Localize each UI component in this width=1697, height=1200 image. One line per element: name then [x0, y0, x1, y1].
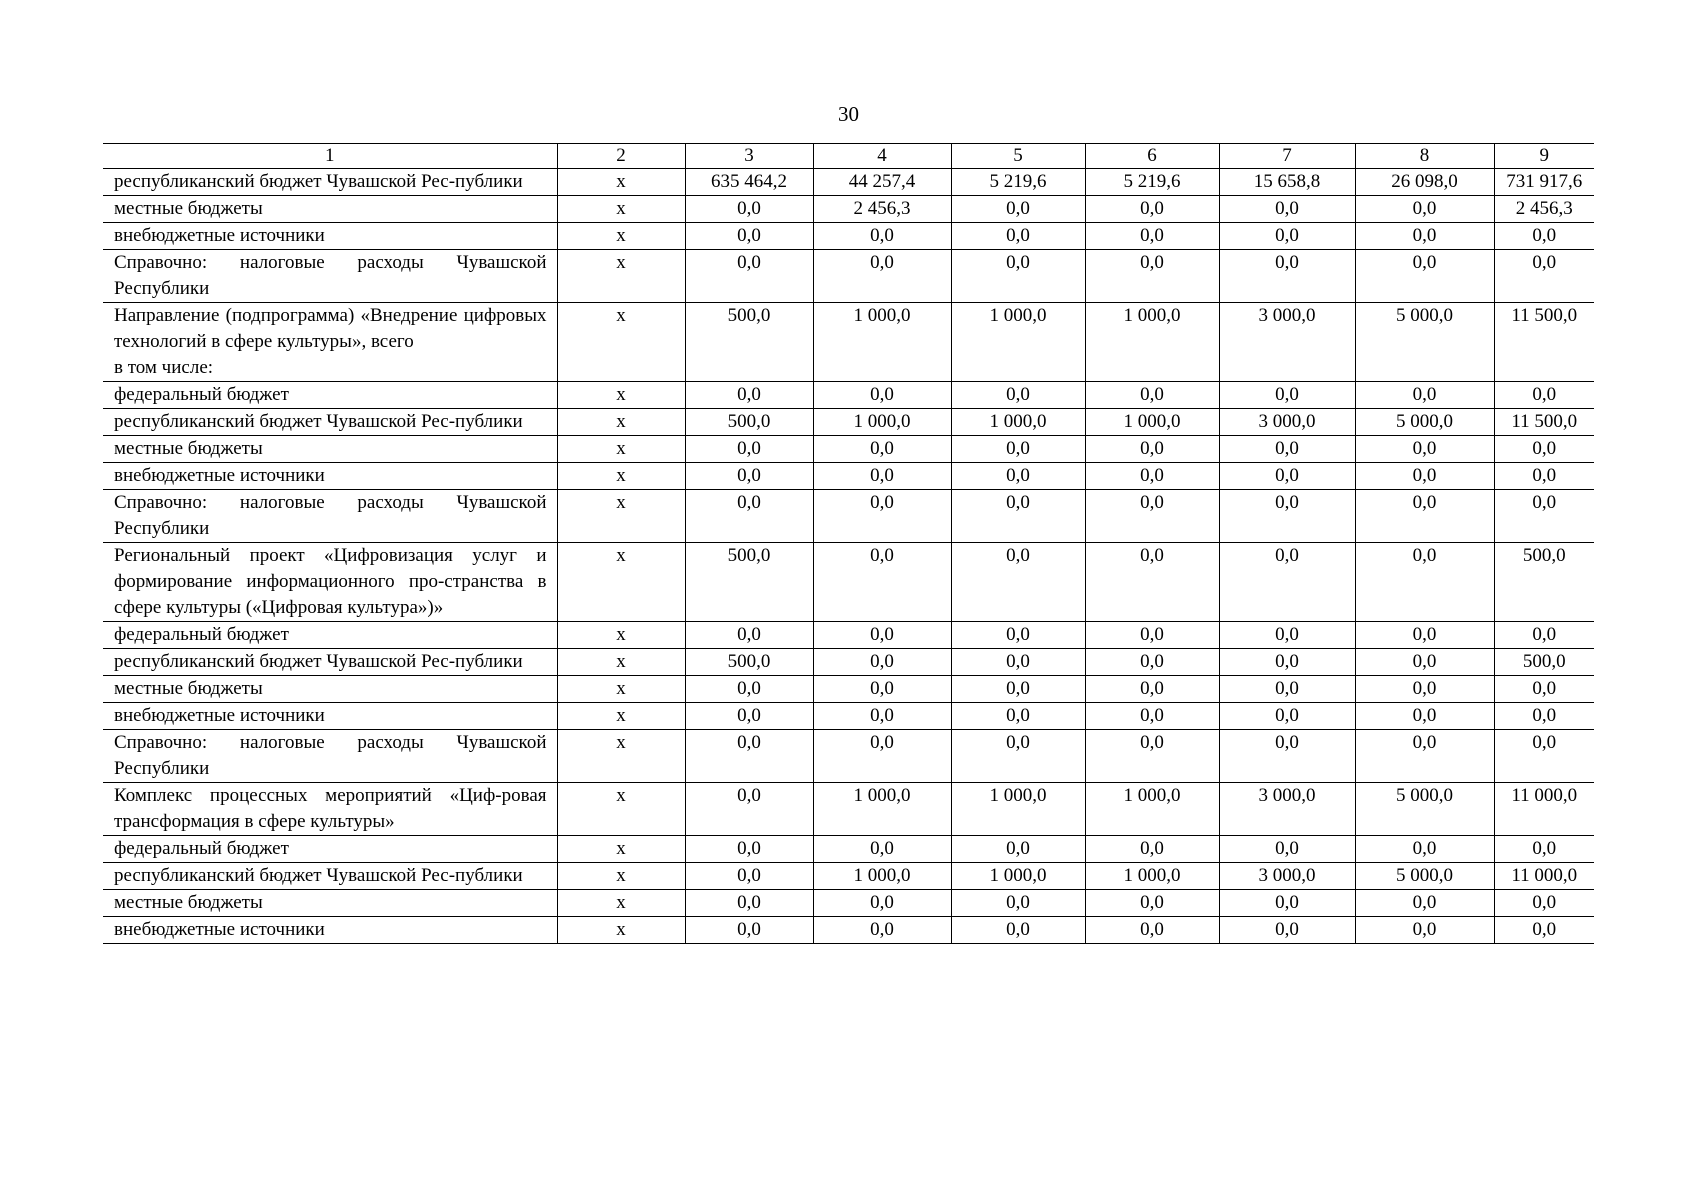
value-cell: 0,0	[951, 196, 1085, 223]
row-label: местные бюджеты	[103, 436, 557, 463]
value-cell: 0,0	[1355, 543, 1494, 622]
value-cell: 0,0	[951, 382, 1085, 409]
value-cell: 0,0	[1494, 622, 1594, 649]
column-header: 7	[1219, 144, 1355, 169]
value-cell: 0,0	[951, 676, 1085, 703]
table-row	[103, 490, 1594, 543]
value-cell: 3 000,0	[1219, 409, 1355, 436]
value-cell: 0,0	[951, 543, 1085, 622]
value-cell: 11 500,0	[1494, 303, 1594, 382]
value-cell: 0,0	[1219, 917, 1355, 944]
value-cell: 0,0	[1355, 382, 1494, 409]
value-cell: 5 000,0	[1355, 409, 1494, 436]
value-cell: 0,0	[1219, 836, 1355, 863]
value-cell: 0,0	[1085, 730, 1219, 783]
value-cell: 0,0	[1355, 649, 1494, 676]
table-row	[103, 436, 1594, 463]
value-cell: 11 000,0	[1494, 863, 1594, 890]
value-cell: 0,0	[813, 490, 951, 543]
code-cell: x	[557, 703, 685, 730]
table-body	[103, 144, 1594, 944]
value-cell: 0,0	[813, 649, 951, 676]
table-row	[103, 836, 1594, 863]
value-cell: 0,0	[1219, 463, 1355, 490]
value-cell: 26 098,0	[1355, 169, 1494, 196]
value-cell: 0,0	[813, 436, 951, 463]
table-row	[103, 622, 1594, 649]
value-cell: 0,0	[951, 622, 1085, 649]
value-cell: 1 000,0	[1085, 409, 1219, 436]
value-cell: 2 456,3	[1494, 196, 1594, 223]
table-row	[103, 783, 1594, 836]
code-cell: x	[557, 917, 685, 944]
table-row	[103, 196, 1594, 223]
code-cell: x	[557, 890, 685, 917]
value-cell: 1 000,0	[813, 783, 951, 836]
value-cell: 0,0	[1355, 463, 1494, 490]
value-cell: 0,0	[1085, 676, 1219, 703]
table-row	[103, 250, 1594, 303]
row-label: Справочно: налоговые расходы Чувашской Республики	[103, 490, 557, 543]
value-cell: 0,0	[1494, 382, 1594, 409]
column-header: 2	[557, 144, 685, 169]
value-cell: 0,0	[1494, 730, 1594, 783]
value-cell: 500,0	[1494, 543, 1594, 622]
value-cell: 0,0	[1494, 836, 1594, 863]
value-cell: 0,0	[951, 890, 1085, 917]
value-cell: 0,0	[1219, 250, 1355, 303]
code-cell: x	[557, 863, 685, 890]
code-cell: x	[557, 382, 685, 409]
value-cell: 44 257,4	[813, 169, 951, 196]
value-cell: 0,0	[1085, 622, 1219, 649]
value-cell: 0,0	[951, 223, 1085, 250]
row-label: федеральный бюджет	[103, 382, 557, 409]
code-cell: x	[557, 196, 685, 223]
value-cell: 0,0	[1355, 703, 1494, 730]
value-cell: 0,0	[813, 543, 951, 622]
table-row	[103, 463, 1594, 490]
value-cell: 0,0	[1355, 890, 1494, 917]
value-cell: 0,0	[1085, 463, 1219, 490]
value-cell: 5 219,6	[1085, 169, 1219, 196]
value-cell: 0,0	[813, 250, 951, 303]
value-cell: 0,0	[1219, 436, 1355, 463]
value-cell: 0,0	[1085, 917, 1219, 944]
value-cell: 1 000,0	[813, 409, 951, 436]
code-cell: x	[557, 409, 685, 436]
value-cell: 1 000,0	[813, 863, 951, 890]
value-cell: 0,0	[1219, 490, 1355, 543]
value-cell: 0,0	[1085, 490, 1219, 543]
value-cell: 0,0	[1494, 250, 1594, 303]
value-cell: 0,0	[813, 223, 951, 250]
page-number: 30	[838, 102, 859, 126]
budget-table	[103, 143, 1594, 944]
value-cell: 0,0	[813, 676, 951, 703]
table-row	[103, 863, 1594, 890]
value-cell: 0,0	[1219, 223, 1355, 250]
code-cell: x	[557, 436, 685, 463]
value-cell: 0,0	[813, 730, 951, 783]
value-cell: 0,0	[1494, 223, 1594, 250]
value-cell: 731 917,6	[1494, 169, 1594, 196]
value-cell: 5 000,0	[1355, 303, 1494, 382]
table-row	[103, 303, 1594, 382]
value-cell: 15 658,8	[1219, 169, 1355, 196]
code-cell: x	[557, 169, 685, 196]
column-header: 8	[1355, 144, 1494, 169]
value-cell: 0,0	[1085, 382, 1219, 409]
value-cell: 0,0	[685, 436, 813, 463]
row-label: местные бюджеты	[103, 196, 557, 223]
value-cell: 0,0	[813, 382, 951, 409]
value-cell: 0,0	[1085, 543, 1219, 622]
value-cell: 0,0	[1494, 490, 1594, 543]
code-cell: x	[557, 622, 685, 649]
value-cell: 0,0	[1355, 490, 1494, 543]
value-cell: 0,0	[685, 730, 813, 783]
value-cell: 0,0	[951, 649, 1085, 676]
code-cell: x	[557, 783, 685, 836]
row-label: республиканский бюджет Чувашской Рес-публики	[103, 649, 557, 676]
code-cell: x	[557, 676, 685, 703]
value-cell: 0,0	[685, 250, 813, 303]
value-cell: 0,0	[1219, 196, 1355, 223]
value-cell: 0,0	[1219, 382, 1355, 409]
value-cell: 0,0	[685, 490, 813, 543]
value-cell: 0,0	[1494, 703, 1594, 730]
value-cell: 3 000,0	[1219, 783, 1355, 836]
value-cell: 0,0	[951, 730, 1085, 783]
table-row	[103, 543, 1594, 622]
value-cell: 3 000,0	[1219, 303, 1355, 382]
row-label: внебюджетные источники	[103, 703, 557, 730]
value-cell: 500,0	[685, 543, 813, 622]
value-cell: 0,0	[685, 890, 813, 917]
table-row	[103, 169, 1594, 196]
value-cell: 500,0	[685, 409, 813, 436]
value-cell: 1 000,0	[951, 783, 1085, 836]
value-cell: 0,0	[685, 382, 813, 409]
value-cell: 0,0	[1355, 622, 1494, 649]
row-label: местные бюджеты	[103, 676, 557, 703]
value-cell: 1 000,0	[951, 409, 1085, 436]
value-cell: 0,0	[951, 703, 1085, 730]
value-cell: 0,0	[1355, 917, 1494, 944]
value-cell: 11 000,0	[1494, 783, 1594, 836]
value-cell: 1 000,0	[1085, 303, 1219, 382]
row-label: внебюджетные источники	[103, 917, 557, 944]
value-cell: 5 219,6	[951, 169, 1085, 196]
row-label: республиканский бюджет Чувашской Рес-публики	[103, 409, 557, 436]
row-label: Справочно: налоговые расходы Чувашской Республики	[103, 730, 557, 783]
value-cell: 0,0	[1085, 196, 1219, 223]
value-cell: 0,0	[1085, 836, 1219, 863]
value-cell: 0,0	[951, 436, 1085, 463]
value-cell: 0,0	[1355, 196, 1494, 223]
value-cell: 0,0	[1494, 436, 1594, 463]
row-label: Комплекс процессных мероприятий «Циф-ровая трансформация в сфере культуры»	[103, 783, 557, 836]
value-cell: 0,0	[1219, 649, 1355, 676]
column-header: 1	[103, 144, 557, 169]
row-label: республиканский бюджет Чувашской Рес-публики	[103, 863, 557, 890]
value-cell: 0,0	[1355, 250, 1494, 303]
value-cell: 0,0	[685, 223, 813, 250]
value-cell: 0,0	[813, 622, 951, 649]
value-cell: 0,0	[813, 890, 951, 917]
value-cell: 3 000,0	[1219, 863, 1355, 890]
table-header-row	[103, 144, 1594, 169]
row-label: внебюджетные источники	[103, 223, 557, 250]
value-cell: 0,0	[1085, 250, 1219, 303]
row-label: Региональный проект «Цифровизация услуг и формирование информационного про-странства в сфере культуры («Цифровая культура»)»	[103, 543, 557, 622]
code-cell: x	[557, 836, 685, 863]
value-cell: 0,0	[951, 836, 1085, 863]
value-cell: 0,0	[685, 863, 813, 890]
value-cell: 0,0	[1085, 890, 1219, 917]
value-cell: 0,0	[1494, 890, 1594, 917]
value-cell: 0,0	[813, 463, 951, 490]
row-label: внебюджетные источники	[103, 463, 557, 490]
row-label: федеральный бюджет	[103, 836, 557, 863]
value-cell: 0,0	[685, 783, 813, 836]
value-cell: 0,0	[1085, 703, 1219, 730]
code-cell: x	[557, 649, 685, 676]
value-cell: 0,0	[1355, 223, 1494, 250]
table-row	[103, 223, 1594, 250]
value-cell: 0,0	[1355, 730, 1494, 783]
value-cell: 1 000,0	[1085, 783, 1219, 836]
value-cell: 1 000,0	[951, 303, 1085, 382]
column-header: 3	[685, 144, 813, 169]
code-cell: x	[557, 223, 685, 250]
value-cell: 0,0	[685, 676, 813, 703]
value-cell: 0,0	[685, 703, 813, 730]
table-row	[103, 917, 1594, 944]
value-cell: 5 000,0	[1355, 783, 1494, 836]
code-cell: x	[557, 543, 685, 622]
value-cell: 0,0	[1219, 890, 1355, 917]
value-cell: 0,0	[685, 463, 813, 490]
value-cell: 0,0	[1355, 836, 1494, 863]
value-cell: 0,0	[951, 490, 1085, 543]
value-cell: 0,0	[1355, 676, 1494, 703]
column-header: 4	[813, 144, 951, 169]
value-cell: 1 000,0	[951, 863, 1085, 890]
table-row	[103, 703, 1594, 730]
value-cell: 0,0	[813, 703, 951, 730]
table-row	[103, 382, 1594, 409]
value-cell: 0,0	[813, 917, 951, 944]
row-label: республиканский бюджет Чувашской Рес-публики	[103, 169, 557, 196]
value-cell: 500,0	[685, 303, 813, 382]
value-cell: 0,0	[1219, 703, 1355, 730]
value-cell: 0,0	[951, 463, 1085, 490]
value-cell: 500,0	[1494, 649, 1594, 676]
value-cell: 0,0	[1494, 917, 1594, 944]
value-cell: 0,0	[951, 917, 1085, 944]
table-row	[103, 730, 1594, 783]
value-cell: 500,0	[685, 649, 813, 676]
value-cell: 0,0	[685, 622, 813, 649]
value-cell: 0,0	[1355, 436, 1494, 463]
table-row	[103, 649, 1594, 676]
value-cell: 5 000,0	[1355, 863, 1494, 890]
value-cell: 0,0	[1085, 436, 1219, 463]
value-cell: 0,0	[1494, 676, 1594, 703]
value-cell: 0,0	[1219, 543, 1355, 622]
row-label: Справочно: налоговые расходы Чувашской Республики	[103, 250, 557, 303]
code-cell: x	[557, 250, 685, 303]
value-cell: 0,0	[813, 836, 951, 863]
value-cell: 0,0	[685, 196, 813, 223]
column-header: 6	[1085, 144, 1219, 169]
table-row	[103, 676, 1594, 703]
value-cell: 0,0	[1219, 730, 1355, 783]
value-cell: 0,0	[685, 836, 813, 863]
value-cell: 0,0	[1494, 463, 1594, 490]
value-cell: 635 464,2	[685, 169, 813, 196]
row-label: федеральный бюджет	[103, 622, 557, 649]
value-cell: 2 456,3	[813, 196, 951, 223]
value-cell: 11 500,0	[1494, 409, 1594, 436]
row-label: местные бюджеты	[103, 890, 557, 917]
code-cell: x	[557, 463, 685, 490]
code-cell: x	[557, 490, 685, 543]
value-cell: 0,0	[685, 917, 813, 944]
column-header: 5	[951, 144, 1085, 169]
value-cell: 0,0	[1085, 649, 1219, 676]
code-cell: x	[557, 303, 685, 382]
value-cell: 0,0	[1219, 676, 1355, 703]
column-header: 9	[1494, 144, 1594, 169]
row-label: Направление (подпрограмма) «Внедрение цифровых технологий в сфере культуры», всего в том числе:	[103, 303, 557, 382]
value-cell: 0,0	[1219, 622, 1355, 649]
code-cell: x	[557, 730, 685, 783]
value-cell: 0,0	[951, 250, 1085, 303]
table-row	[103, 890, 1594, 917]
value-cell: 1 000,0	[1085, 863, 1219, 890]
table-row	[103, 409, 1594, 436]
value-cell: 0,0	[1085, 223, 1219, 250]
value-cell: 1 000,0	[813, 303, 951, 382]
